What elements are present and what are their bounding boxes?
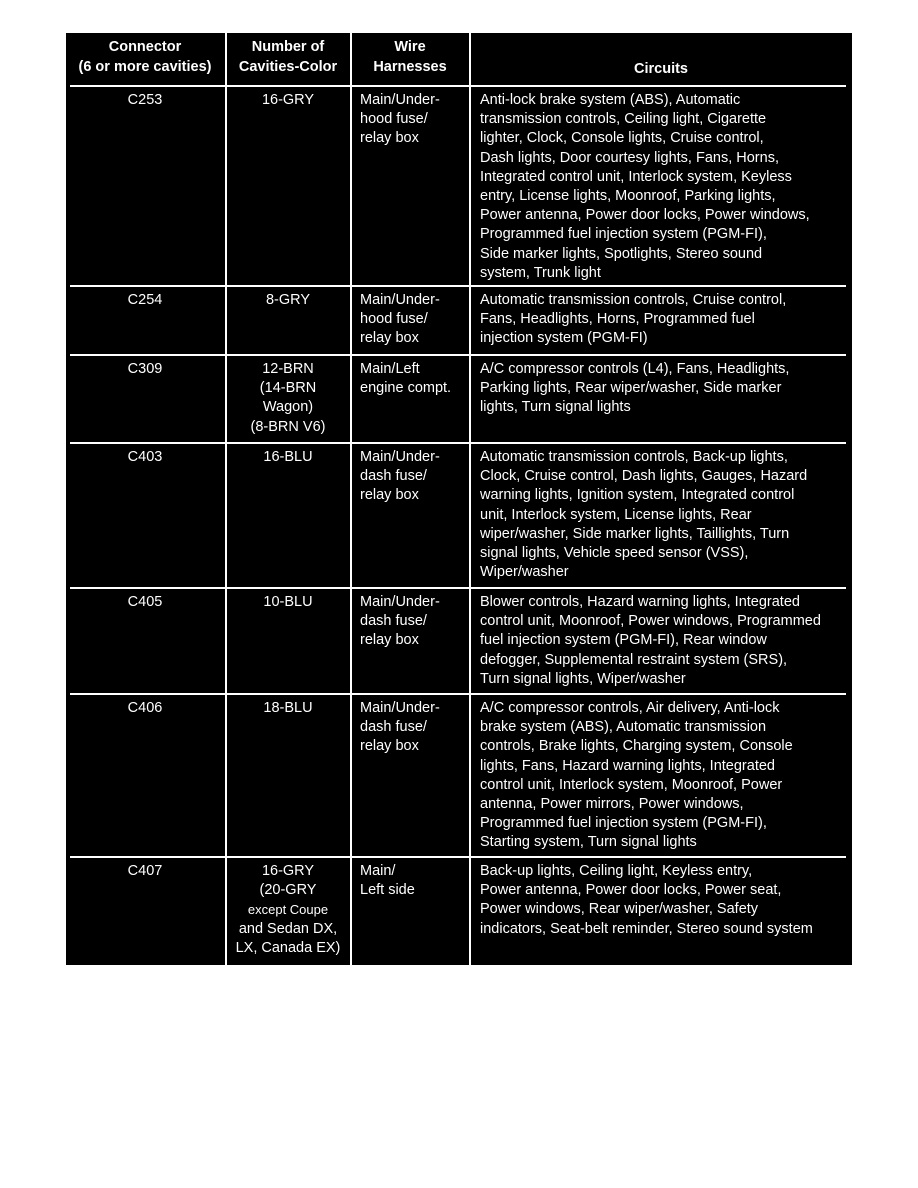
cavities-color: 8-GRY bbox=[265, 292, 311, 308]
circuits-list: Anti-lock brake system (ABS), Automatic transmission controls, Ceiling light, Cigarette lighter, Clock, Console lights, Cruise control, Dash lights, Door courtesy lights, Fans, Horns, Integrated control unit, Interlock system, Keyless entry, License lights, Moonroof, Parking lights, Power antenna, Power door locks, Power windows, Programmed fuel injection system (PGM-FI), Side marker lights, Spotlights, Stereo sound system, Trunk light bbox=[480, 92, 810, 281]
wire-harness: Main/Under- dash fuse/ relay box bbox=[360, 594, 440, 649]
cavities-color: 18-BLU bbox=[263, 700, 313, 716]
wire-harness: Main/ Left side bbox=[360, 863, 415, 899]
connector-id: C407 bbox=[127, 863, 163, 879]
connector-id: C253 bbox=[127, 92, 163, 108]
header-connector: Connector (6 or more cavities) bbox=[78, 39, 212, 75]
header-circuits: Circuits bbox=[634, 61, 688, 77]
header-wire-harnesses: Wire Harnesses bbox=[373, 39, 447, 75]
connector-id: C403 bbox=[127, 449, 163, 465]
table-row bbox=[66, 858, 852, 965]
circuits-list: Automatic transmission controls, Cruise control, Fans, Headlights, Horns, Programmed fuel injection system (PGM-FI) bbox=[480, 292, 787, 347]
circuits-list: Automatic transmission controls, Back-up lights, Clock, Cruise control, Dash lights, Gauges, Hazard warning lights, Ignition system, Integrated control unit, Interlock system, License lights, Rear wiper/washer, Side marker lights, Taillights, Turn signal lights, Vehicle speed sensor (VSS), Wiper/washer bbox=[480, 449, 808, 581]
circuits-list: Blower controls, Hazard warning lights, Integrated control unit, Moonroof, Power windows, Programmed fuel injection system (PGM-FI), Rear window defogger, Supplemental restraint system (SRS), Turn signal lights, Wiper/washer bbox=[480, 594, 821, 687]
table-row bbox=[66, 87, 852, 285]
cavities-color: 12-BRN (14-BRN Wagon) (8-BRN V6) bbox=[250, 361, 326, 435]
table-row bbox=[66, 695, 852, 856]
connector-id: C406 bbox=[127, 700, 163, 716]
connector-id: C309 bbox=[127, 361, 163, 377]
table-header bbox=[66, 33, 852, 85]
connector-id: C254 bbox=[127, 292, 163, 308]
wire-harness: Main/Under- hood fuse/ relay box bbox=[360, 292, 440, 347]
cavities-color: 16-GRY bbox=[261, 92, 315, 108]
table-row bbox=[66, 356, 852, 442]
cavities-color: 16-GRY (20-GRY except Coupe and Sedan DX, LX, Canada EX) bbox=[235, 863, 341, 956]
connector-id: C405 bbox=[127, 594, 163, 610]
table-row bbox=[66, 589, 852, 693]
cavities-color: 16-BLU bbox=[263, 449, 313, 465]
wire-harness: Main/Left engine compt. bbox=[360, 361, 452, 397]
connector-table bbox=[66, 33, 852, 965]
wire-harness: Main/Under- hood fuse/ relay box bbox=[360, 92, 440, 147]
circuits-list: Back-up lights, Ceiling light, Keyless entry, Power antenna, Power door locks, Power seat, Power windows, Rear wiper/washer, Safety indicators, Seat-belt reminder, Stereo sound system bbox=[480, 863, 813, 937]
circuits-list: A/C compressor controls (L4), Fans, Headlights, Parking lights, Rear wiper/washer, Side marker lights, Turn signal lights bbox=[480, 361, 790, 416]
circuits-list: A/C compressor controls, Air delivery, Anti-lock brake system (ABS), Automatic transmission controls, Brake lights, Charging system, Console lights, Fans, Hazard warning lights, Integrated control unit, Interlock system, Moonroof, Power antenna, Power mirrors, Power windows, Programmed fuel injection system (PGM-FI), Starting system, Turn signal lights bbox=[480, 700, 793, 851]
wire-harness: Main/Under- dash fuse/ relay box bbox=[360, 449, 440, 504]
cavities-color: 10-BLU bbox=[263, 594, 313, 610]
wire-harness: Main/Under- dash fuse/ relay box bbox=[360, 700, 440, 755]
table-row bbox=[66, 444, 852, 587]
header-cavities-color: Number of Cavities-Color bbox=[238, 39, 338, 75]
table-row bbox=[66, 287, 852, 354]
